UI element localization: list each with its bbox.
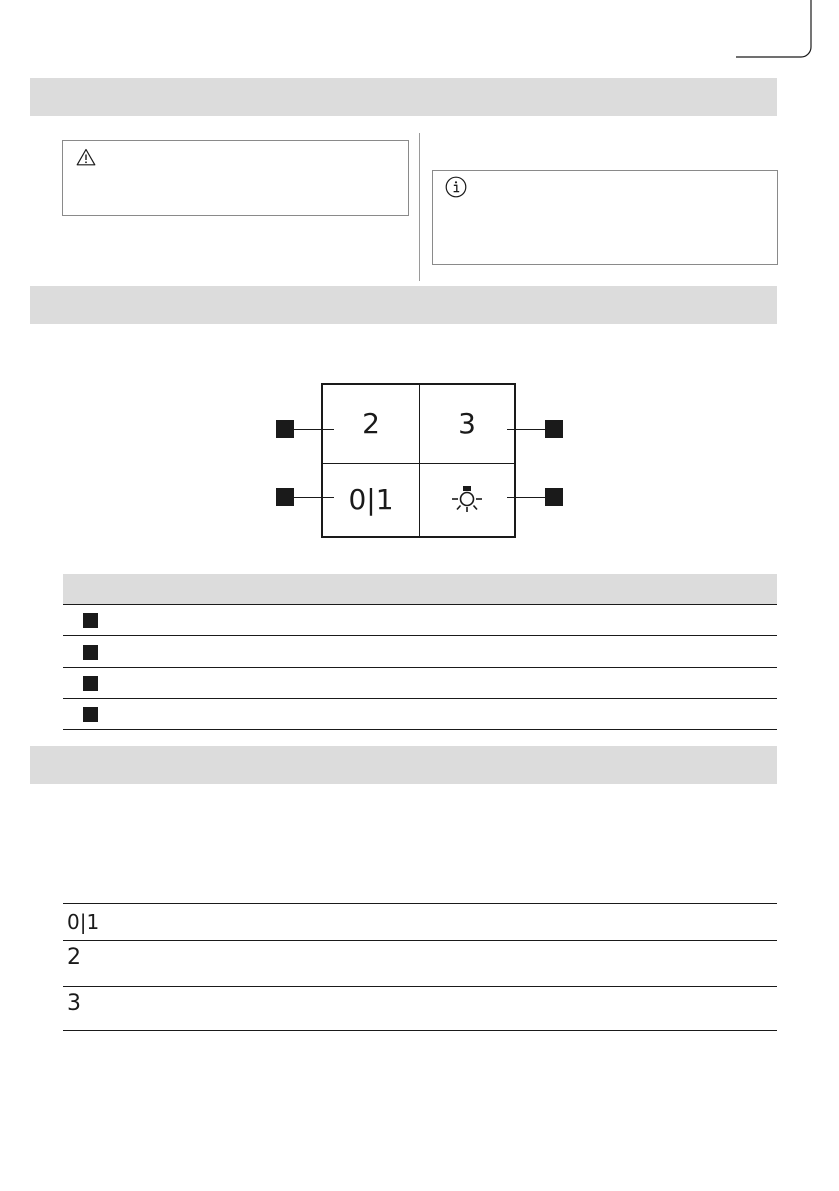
table-row (63, 668, 777, 699)
light-bulb-icon (450, 483, 484, 515)
table-row (63, 605, 777, 636)
table-row (63, 637, 777, 668)
leader-line (507, 497, 545, 498)
on-off-button[interactable]: 0|1 (348, 482, 394, 516)
speed-2-button[interactable]: 2 (362, 406, 380, 440)
speed-3-symbol: 3 (67, 991, 81, 1016)
callout-marker (83, 613, 98, 628)
light-button[interactable] (420, 462, 514, 536)
section-header-bar (30, 746, 777, 784)
callout-marker (545, 488, 563, 506)
table-row (63, 904, 777, 941)
warning-triangle-icon (76, 148, 96, 166)
info-box (432, 170, 778, 265)
leader-line (294, 429, 334, 430)
section-header-bar (30, 78, 777, 116)
on-off-symbol: 0|1 (67, 910, 100, 934)
section-header-bar (30, 286, 777, 324)
legend-table-header (63, 574, 777, 605)
callout-marker (83, 676, 98, 691)
warning-box (62, 140, 409, 216)
info-circle-icon (445, 176, 467, 198)
leader-line (507, 429, 545, 430)
table-row (63, 941, 777, 987)
callout-marker (545, 420, 563, 438)
callout-marker (276, 488, 294, 506)
table-row (63, 699, 777, 730)
callout-marker (83, 645, 98, 660)
column-divider (419, 133, 420, 281)
crop-mark (736, 0, 839, 62)
callout-marker (83, 707, 98, 722)
speed-3-button[interactable]: 3 (458, 406, 476, 440)
leader-line (294, 497, 334, 498)
table-row (63, 987, 777, 1031)
callout-marker (276, 420, 294, 438)
speed-2-symbol: 2 (67, 945, 81, 970)
